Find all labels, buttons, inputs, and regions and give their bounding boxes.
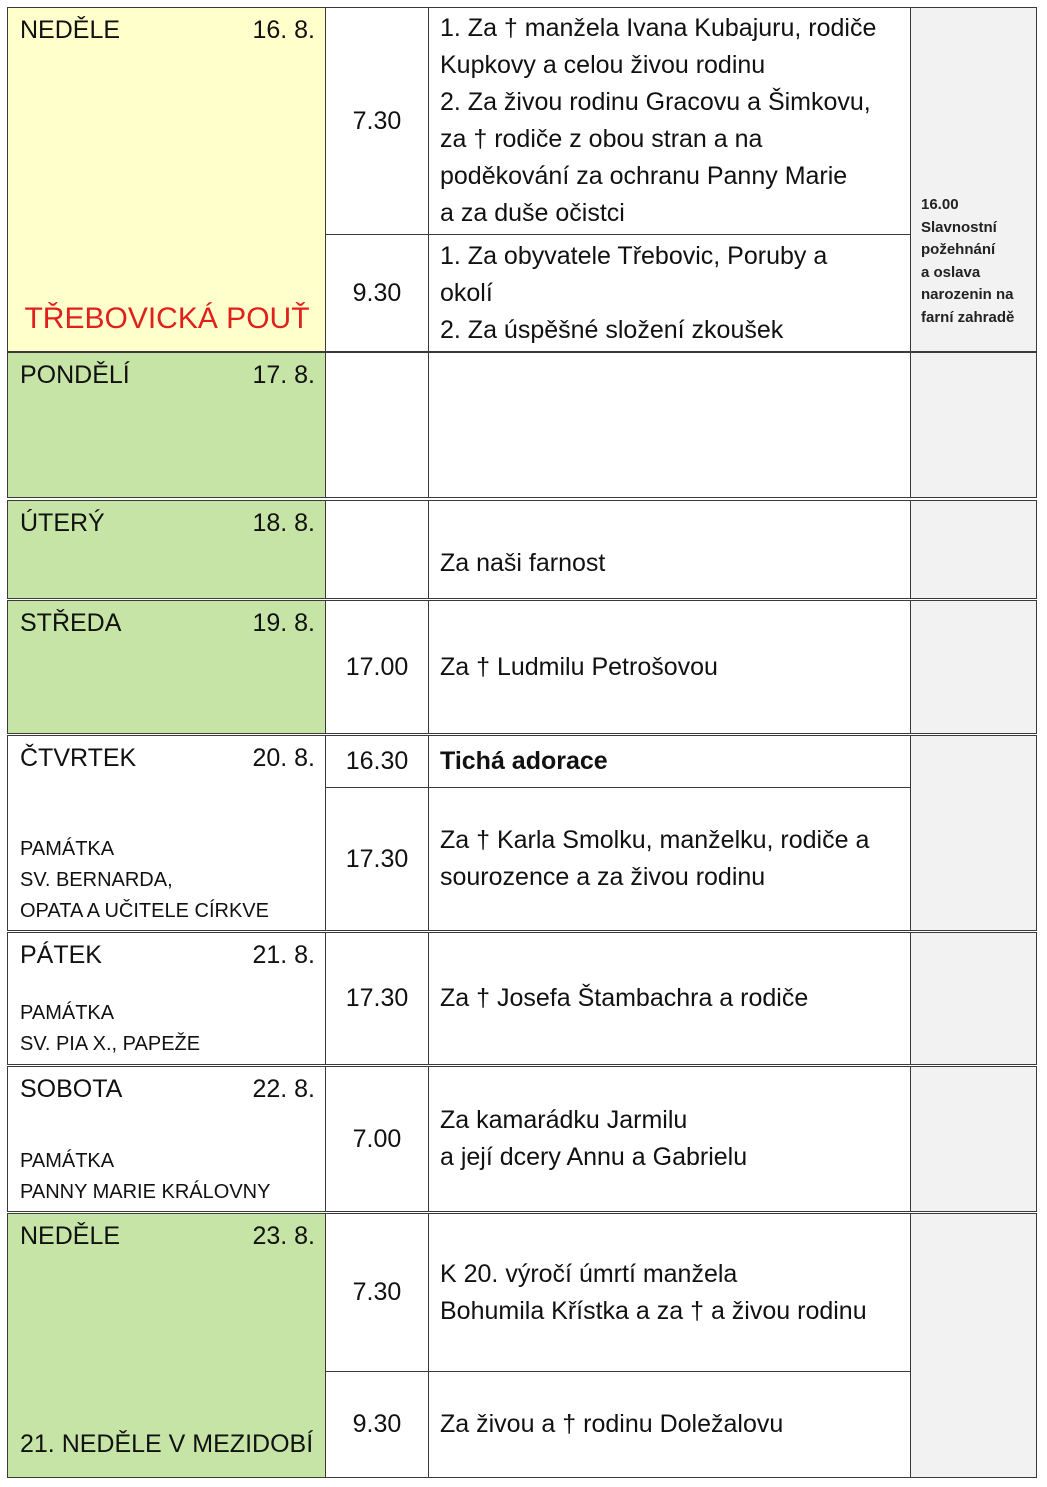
intention-line: 2. Za úspěšné složení zkoušek [440,315,784,344]
side-note-cell [911,353,1036,497]
side-note-cell [911,501,1036,598]
mass-time: 16.30 [326,736,429,787]
side-note-line: a oslava [921,263,981,281]
intention-line: 2. Za živou rodinu Gracovu a Šimkovu, [440,88,871,116]
side-note-cell [911,933,1036,1064]
mass-time: 9.30 [326,1372,429,1477]
intention-line: Bohumila Křístka a za † a živou rodinu [440,1296,867,1325]
day-row-monday-17 [7,352,1037,498]
intention-line: Za kamarádku Jarmilu [440,1106,688,1134]
intention-line: Za živou a † rodinu Doležalovu [440,1410,784,1438]
day-name: NEDĚLE [20,1222,121,1250]
day-date: 16. 8. [252,16,315,44]
mass-intention [429,8,911,234]
mass-intention [429,1372,911,1477]
mass-intention [429,353,911,497]
mass-time: 17.30 [326,788,429,930]
mass-time: 7.30 [326,8,429,234]
feast-note-line: PAMÁTKA [20,1150,115,1172]
day-name: SOBOTA [20,1075,123,1103]
feast-note [20,834,269,927]
day-row-wednesday-19 [7,600,1037,734]
feast-note-line: PAMÁTKA [20,838,115,860]
intention-line: 1. Za obyvatele Třebovic, Poruby a [440,241,828,270]
day-cell [8,1067,326,1211]
mass-time: 7.30 [326,1214,429,1371]
feast-note-line: SV. BERNARDA, [20,869,173,891]
day-date: 19. 8. [252,609,315,637]
day-cell [8,1214,326,1477]
intention-line: poděkování za ochranu Panny Marie [440,162,848,190]
feast-note-line: SV. PIA X., PAPEŽE [20,1033,201,1055]
day-row-saturday-22 [7,1066,1037,1212]
side-note-line: farní zahradě [921,308,1015,326]
intention-line: Za † Ludmilu Petrošovou [440,652,718,681]
side-note-line: Slavnostní [921,218,997,236]
day-row-sunday-16 [7,7,1037,352]
day-date: 20. 8. [252,744,315,772]
day-row-sunday-23 [7,1213,1037,1478]
intention-line: Za † Josefa Štambachra a rodiče [440,984,809,1012]
mass-intention [429,1214,911,1371]
intention-line: Kupkovy a celou živou rodinu [440,51,766,79]
day-cell [8,501,326,598]
day-name: STŘEDA [20,609,122,637]
day-row-tuesday-18 [7,500,1037,599]
mass-intention [429,1067,911,1211]
day-cell [8,933,326,1064]
mass-intention [429,933,911,1064]
intention-line: Tichá adorace [440,747,608,775]
day-date: 18. 8. [252,509,315,537]
side-note-cell [911,1067,1036,1211]
mass-intention [429,235,911,351]
mass-time [326,353,429,497]
mass-intention [429,601,911,733]
day-name: NEDĚLE [20,16,121,44]
feast-title: TŘEBOVICKÁ POUŤ [24,302,310,335]
feast-note [20,1146,270,1208]
mass-intention [429,736,911,787]
mass-time: 17.30 [326,933,429,1064]
intention-line: a za duše očistci [440,199,625,227]
day-cell [8,736,326,930]
mass-time: 9.30 [326,235,429,351]
intention-line: okolí [440,278,493,307]
feast-note-line: PANNY MARIE KRÁLOVNY [20,1181,271,1203]
side-note-line: požehnání [921,241,996,258]
feast-note [20,998,200,1060]
day-name: PÁTEK [20,941,102,969]
day-name: ÚTERÝ [20,509,105,537]
intention-line: sourozence a za živou rodinu [440,863,766,891]
mass-time: 7.00 [326,1067,429,1211]
side-note-cell [911,8,1036,351]
day-cell [8,601,326,733]
side-note [921,194,1014,329]
day-row-thursday-20 [7,735,1037,931]
side-note-cell [911,601,1036,733]
day-date: 22. 8. [252,1075,315,1103]
feast-note-line: OPATA A UČITELE CÍRKVE [20,900,269,922]
mass-time [326,501,429,598]
intention-line: 1. Za † manžela Ivana Kubajuru, rodiče [440,14,877,42]
mass-intention [429,788,911,930]
side-note-cell [911,736,1036,930]
feast-note-line: PAMÁTKA [20,1002,115,1024]
intention-line: a její dcery Annu a Gabrielu [440,1143,748,1171]
side-note-line: narozenin na [921,286,1014,303]
side-note-line: 16.00 [921,196,959,213]
day-cell [8,8,326,351]
day-cell [8,353,326,497]
mass-intention [429,501,911,598]
day-row-friday-21 [7,932,1037,1065]
intention-line: K 20. výročí úmrtí manžela [440,1259,738,1288]
day-name: ČTVRTEK [20,744,137,772]
day-name: PONDĚLÍ [20,361,130,389]
sunday-title: 21. NEDĚLE V MEZIDOBÍ [20,1430,314,1458]
day-date: 23. 8. [252,1222,315,1250]
intention-line: za † rodiče z obou stran a na [440,125,763,153]
intention-line: Za † Karla Smolku, manželku, rodiče a [440,826,870,854]
mass-time: 17.00 [326,601,429,733]
day-date: 17. 8. [252,361,315,389]
side-note-cell [911,1214,1036,1477]
day-date: 21. 8. [252,941,315,969]
intention-line: Za naši farnost [440,549,606,577]
